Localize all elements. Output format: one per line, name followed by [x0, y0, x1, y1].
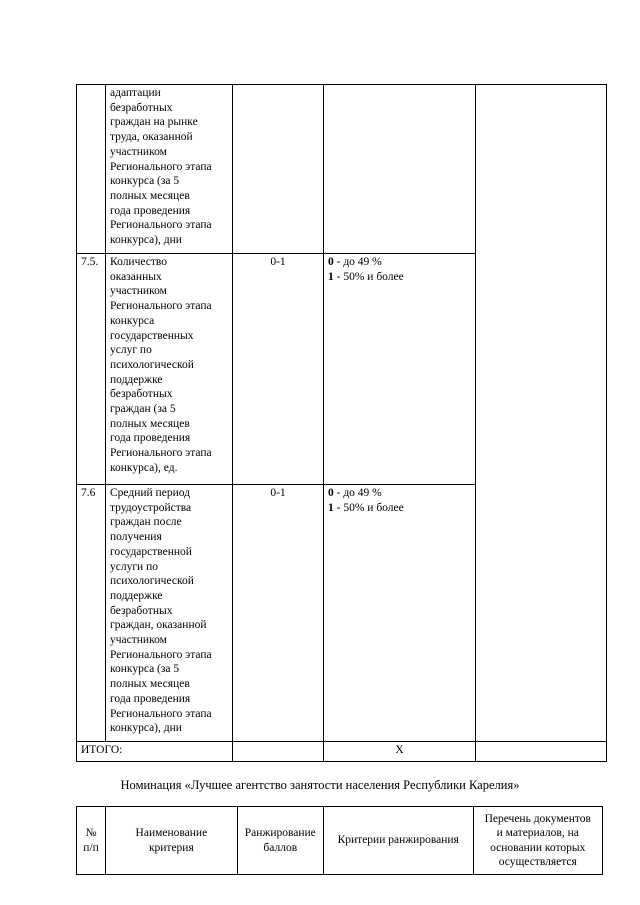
criterion-score: 0-1	[233, 254, 324, 485]
documents-cell	[476, 85, 607, 742]
nomination-title: Номинация «Лучшее агентство занятости населения Республики Карелия»	[120, 778, 520, 792]
header-name: Наименование критерия	[106, 807, 238, 875]
row-number	[77, 85, 106, 254]
ranking-text: - 50% и более	[333, 501, 404, 514]
ranking-line	[328, 501, 471, 516]
total-docs	[476, 742, 607, 762]
total-score	[233, 742, 324, 762]
header-row	[77, 807, 603, 875]
ranking-line	[328, 270, 471, 285]
criterion-score	[233, 85, 324, 254]
header-docs: Перечень документов и материалов, на основании которых осуществляется	[473, 807, 603, 875]
criterion-name: Средний период трудоустройства граждан после получения государственной услуги по психологической поддержке безработных граждан, оказанной участником Регионального этапа конкурса (за 5 полных месяцев года проведения Регионального этапа конкурса), дни	[106, 485, 233, 742]
ranking-text: - 50% и более	[333, 270, 404, 283]
header-score: Ранжирование баллов	[237, 807, 323, 875]
total-row	[77, 742, 607, 762]
total-label: ИТОГО:	[77, 742, 233, 762]
ranking-text: - до 49 %	[333, 487, 382, 499]
ranking-score: 1	[328, 270, 334, 283]
header-table	[76, 806, 603, 875]
row-number: 7.5.	[77, 254, 106, 485]
criterion-score: 0-1	[233, 485, 324, 742]
ranking-score: 0	[328, 487, 334, 499]
criterion-name: Количество оказанных участником Регионального этапа конкурса государственных услуг по психологической поддержке безработных граждан (за 5 полных месяцев года проведения Регионального этапа конкурса), ед.	[106, 254, 233, 485]
header-criteria: Критерии ранжирования	[323, 807, 473, 875]
criterion-name: адаптации безработных граждан на рынке труда, оказанной участником Регионального этапа конкурса (за 5 полных месяцев года проведения Регионального этапа конкурса), дни	[106, 85, 233, 254]
ranking-line	[328, 486, 471, 501]
criterion-ranking	[324, 254, 476, 485]
table-row	[77, 85, 607, 254]
ranking-text: - до 49 %	[333, 256, 382, 268]
criteria-table	[76, 84, 607, 762]
total-mark: Х	[324, 742, 476, 762]
row-number: 7.6	[77, 485, 106, 742]
header-num: № п/п	[77, 807, 106, 875]
criterion-ranking	[324, 85, 476, 254]
criterion-ranking	[324, 485, 476, 742]
ranking-score: 0	[328, 256, 334, 268]
ranking-line	[328, 255, 471, 270]
ranking-score: 1	[328, 501, 334, 514]
